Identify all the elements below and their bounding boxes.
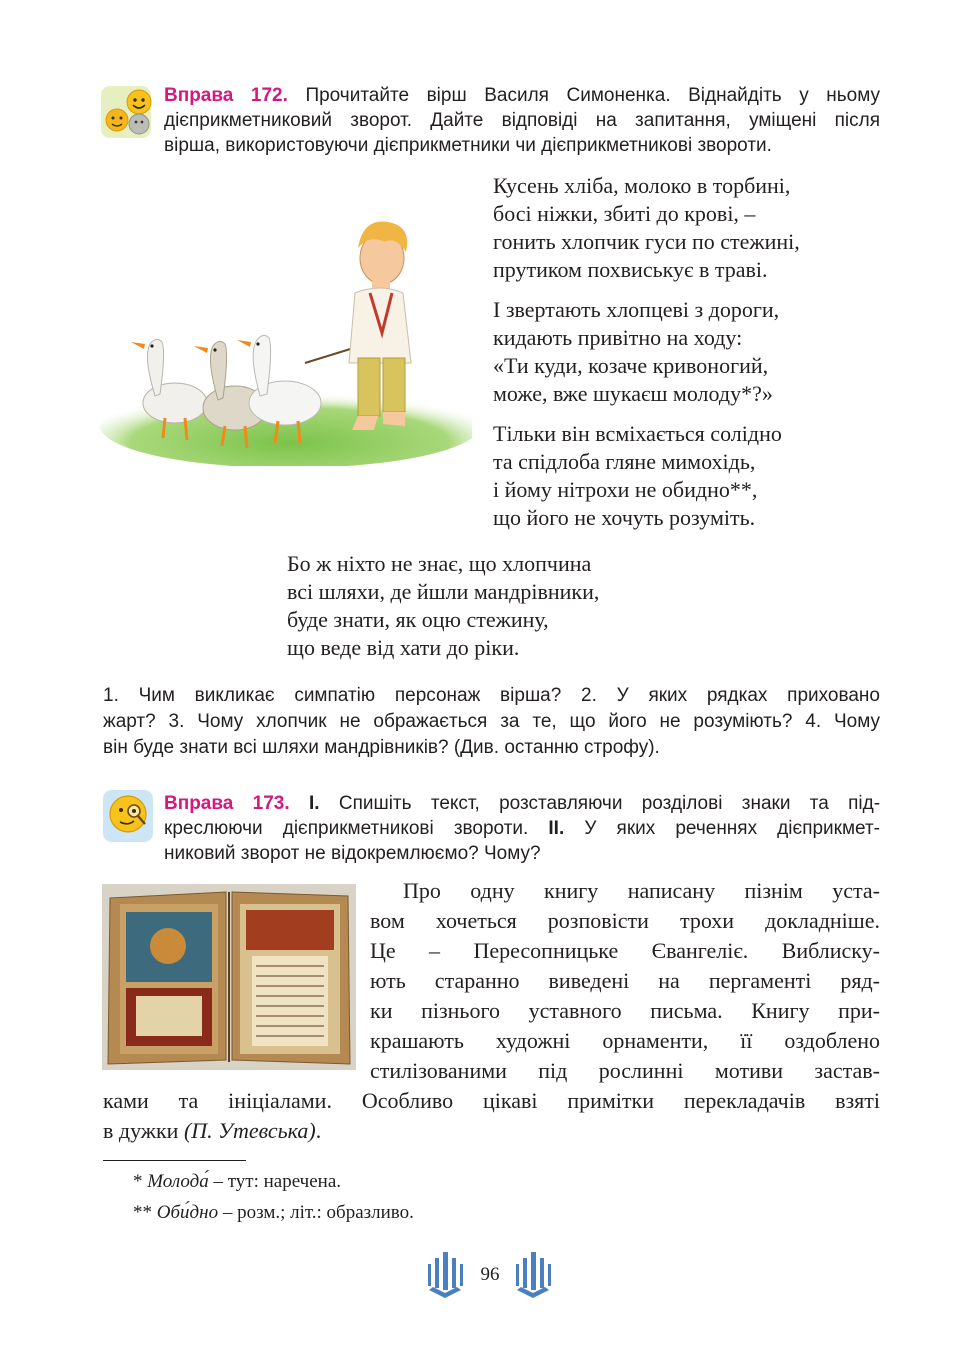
prose-line: Це – Пересопницьке Євангеліє. Виблиску- [370, 938, 880, 963]
poem-line: і йому нітрохи не обидно**, [493, 477, 758, 502]
question-line: він буде знати всі шляхи мандрівників? (Див. останню строфу). [103, 737, 660, 758]
poem-stanza-3 [493, 420, 893, 532]
poem-line: «Ти куди, козаче кривоногий, [493, 353, 769, 378]
poem-line: може, вже шукаєш молоду*?» [493, 381, 773, 406]
poem-stanza-1 [493, 172, 893, 284]
footnote-divider [103, 1160, 246, 1161]
question-line: 1. Чим викликає симпатію персонаж вірша? 2. У яких рядках приховано [103, 685, 880, 706]
exercise-173-line-2: креслюючи дієприкметникові звороти. II. У яких реченнях дієприкмет- [164, 818, 880, 839]
poem-upper [493, 172, 893, 544]
poem-line: всі шляхи, де йшли мандрівники, [287, 579, 600, 604]
prose-line: стилізованими під рослинні мотиви застав- [370, 1058, 880, 1083]
poem-line: гонить хлопчик гуси по стежині, [493, 229, 800, 254]
exercise-173-icon [103, 790, 153, 842]
exercise-172-icon [101, 86, 151, 138]
poem-stanza-2 [493, 296, 893, 408]
boy-with-geese-illustration [100, 218, 472, 466]
prose-line: вом хочеться розповісти трохи докладніше. [370, 908, 880, 933]
poem-line: Кусень хліба, молоко в торбині, [493, 173, 791, 198]
exercise-173-line-3: никовий зворот не відокремлюємо? Чому? [164, 843, 541, 864]
exercise-172-line-3: вірша, використовуючи дієприкметники чи дієприкметникові звороти. [164, 135, 772, 156]
question-line: жарт? 3. Чому хлопчик не ображається за те, що його не розуміють? 4. Чому [103, 711, 880, 732]
exercise-173-instructions [164, 791, 880, 866]
prose-line: крашають художні орнаменти, її оздоблено [370, 1028, 880, 1053]
prose-line: Про одну книгу написану пізнім уста- [403, 878, 880, 903]
prose-line: ками та ініціалами. Особливо цікаві примітки перекладачів взяті [103, 1088, 880, 1113]
poem-line: буде знати, як оцю стежину, [287, 607, 549, 632]
footnote-1: * Молода́ – тут: наречена. [133, 1171, 342, 1192]
poem-line: що його не хочуть розуміть. [493, 505, 756, 530]
footnotes [133, 1166, 833, 1228]
footnote-2: ** Оби́дно – розм.; літ.: образливо. [133, 1202, 414, 1223]
poem-line: кидають привітно на ходу: [493, 325, 743, 350]
poem-line: І звертають хлопцеві з дороги, [493, 297, 780, 322]
ornament-left-icon [425, 1250, 467, 1300]
poem-line: Бо ж ніхто не знає, що хлопчина [287, 551, 592, 576]
exercise-173-title: Вправа 173. [164, 793, 290, 814]
exercise-173-text [370, 876, 880, 1086]
smiley-group-icon [101, 86, 155, 138]
page-footer [425, 1250, 555, 1300]
poem-line: та спідлоба гляне мимохідь, [493, 449, 756, 474]
exercise-172-title: Вправа 172. [164, 85, 288, 106]
page-number: 96 [480, 1264, 500, 1285]
source-author: (П. Утевська) [183, 1118, 316, 1143]
poem-line: що веде від хати до ріки. [287, 635, 520, 660]
exercise-172-instructions [164, 83, 880, 158]
poem-stanza-4 [287, 550, 707, 662]
exercise-172-line-2: дієприкметниковий зворот. Дайте відповіді на запитання, уміщені після [164, 110, 880, 131]
exercise-172-line-1: Вправа 172. Прочитайте вірш Василя Симоненка. Віднайдіть у ньому [164, 85, 881, 106]
poem-line: босі ніжки, збиті до крові, – [493, 201, 756, 226]
ornament-right-icon [513, 1250, 555, 1300]
peresopnytsia-gospel-photo [102, 884, 356, 1070]
prose-last-line: в дужки (П. Утевська). [103, 1118, 322, 1143]
exercise-173-text-full-width [103, 1086, 880, 1146]
prose-line: ки пізнього уставного письма. Книгу при- [370, 998, 880, 1023]
exercise-173-line-1: Вправа 173. I. Спишіть текст, розставляючи розділові знаки та під- [164, 793, 881, 814]
poem-line: Тільки він всміхається солідно [493, 421, 782, 446]
poem-line: прутиком похвиськує в траві. [493, 257, 768, 282]
poem-questions [103, 683, 880, 761]
magnifier-smiley-icon [103, 790, 153, 842]
prose-line: ють старанно виведені на пергаменті ряд- [370, 968, 880, 993]
